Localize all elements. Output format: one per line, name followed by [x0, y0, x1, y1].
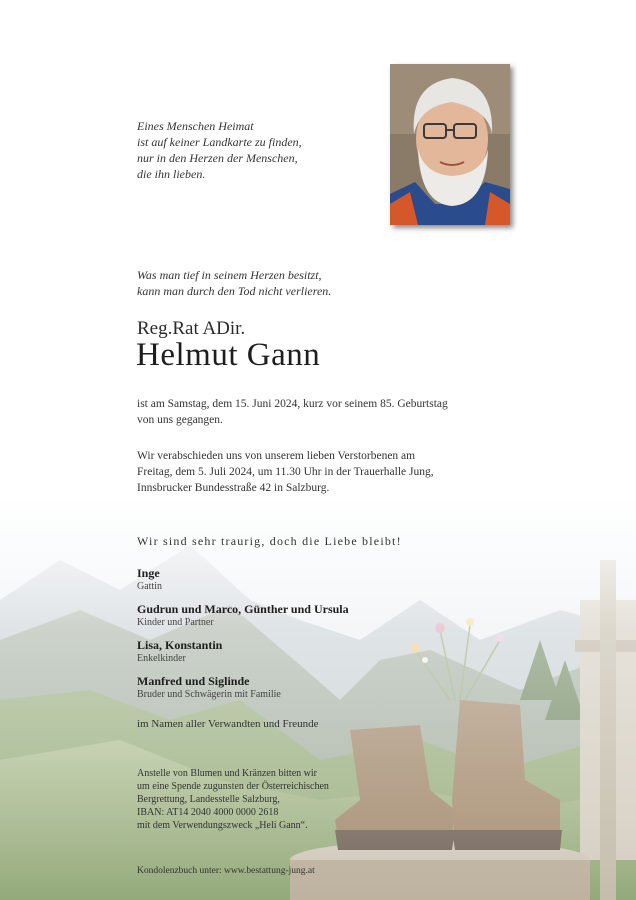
mourner-entry — [137, 638, 222, 665]
poem-line: nur in den Herzen der Menschen, — [137, 151, 298, 165]
mourner-relation: Kinder und Partner — [137, 617, 214, 628]
deceased-name: Helmut Gann — [136, 337, 321, 373]
mourner-entry — [137, 602, 349, 629]
mourner-relation: Gattin — [137, 581, 162, 592]
text-line: Bergrettung, Landesstelle Salzburg, — [137, 794, 280, 805]
farewell-text — [137, 448, 434, 496]
text-line: um eine Spende zugunsten der Österreichischen — [137, 781, 329, 792]
mourner-name: Lisa, Konstantin — [137, 638, 223, 652]
poem-line: kann man durch den Tod nicht verlieren. — [137, 284, 332, 298]
mourner-relation: Bruder und Schwägerin mit Familie — [137, 689, 281, 700]
text-line: Wir verabschieden uns von unserem lieben Verstorbenen am — [137, 450, 416, 462]
title-prefix: Reg.Rat ADir. — [137, 318, 246, 339]
poem-bottom — [137, 267, 331, 299]
mourner-name: Inge — [137, 566, 160, 580]
portrait-photo — [390, 64, 510, 225]
text-line: IBAN: AT14 2040 4000 0000 2618 — [137, 807, 279, 818]
text-line: von uns gegangen. — [137, 414, 223, 426]
mourner-relation: Enkelkinder — [137, 653, 186, 664]
announcement-text — [137, 396, 448, 428]
poem-line: die ihn lieben. — [137, 167, 206, 181]
poem-line: ist auf keiner Landkarte zu finden, — [137, 135, 302, 149]
condolence-book-link[interactable]: Kondolenzbuch unter: www.bestattung-jung.at — [137, 866, 315, 876]
poem-line: Eines Menschen Heimat — [137, 119, 254, 133]
motto: Wir sind sehr traurig, doch die Liebe bleibt! — [137, 534, 402, 548]
closing-line: im Namen aller Verwandten und Freunde — [137, 718, 319, 730]
mourner-name: Manfred und Siglinde — [137, 674, 250, 688]
mourner-entry — [137, 566, 162, 593]
mourner-name: Gudrun und Marco, Günther und Ursula — [137, 602, 349, 616]
poem-top — [137, 118, 302, 182]
text-line: Freitag, dem 5. Juli 2024, um 11.30 Uhr in der Trauerhalle Jung, — [137, 466, 434, 478]
donation-text — [137, 767, 329, 832]
text-line: mit dem Verwendungszweck „Heli Gann“. — [137, 820, 308, 831]
text-line: ist am Samstag, dem 15. Juni 2024, kurz vor seinem 85. Geburtstag — [137, 398, 448, 410]
text-line: Innsbrucker Bundesstraße 42 in Salzburg. — [137, 482, 330, 494]
mourner-entry — [137, 674, 281, 701]
text-line: Anstelle von Blumen und Kränzen bitten wir — [137, 768, 317, 779]
poem-line: Was man tief in seinem Herzen besitzt, — [137, 268, 322, 282]
